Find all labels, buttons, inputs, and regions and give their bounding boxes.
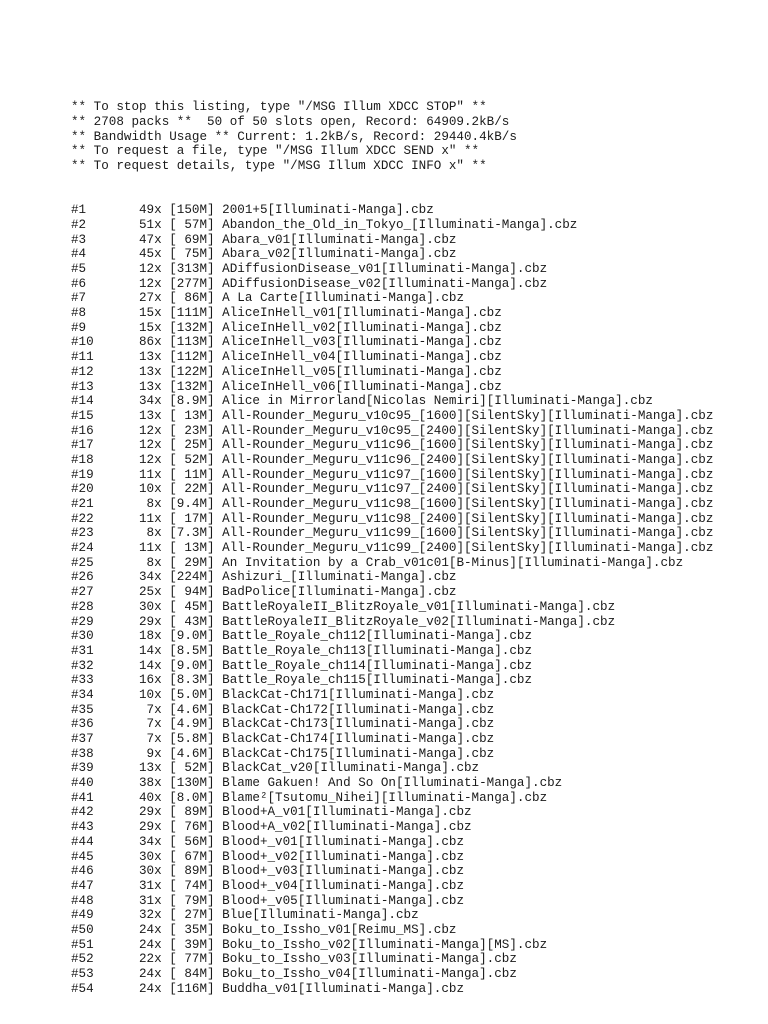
pack-row: [71, 732, 713, 747]
pack-size: [4.6M]: [169, 746, 215, 761]
pack-number: #9: [71, 320, 87, 335]
pack-number: #40: [71, 776, 94, 791]
header-line: ** 2708 packs ** 50 of 50 slots open, Record: 64909.2kB/s: [71, 115, 510, 130]
pack-row: [71, 556, 713, 571]
pack-size: [9.0M]: [169, 629, 215, 644]
pack-row: [71, 952, 713, 967]
pack-number: #42: [71, 805, 94, 820]
pack-row: [71, 541, 713, 556]
pack-row: [71, 747, 713, 762]
pack-download-count: 8x: [146, 526, 162, 541]
pack-size: [ 86M]: [169, 291, 215, 306]
pack-size: [ 75M]: [169, 247, 215, 262]
pack-number: #7: [71, 291, 87, 306]
pack-number: #1: [71, 203, 87, 218]
pack-download-count: 12x: [138, 423, 162, 438]
pack-size: [9.0M]: [169, 658, 215, 673]
pack-size: [ 74M]: [169, 878, 215, 893]
pack-row: [71, 629, 713, 644]
pack-row: [71, 923, 713, 938]
pack-filename: BattleRoyaleII_BlitzRoyale_v02[Illuminati-Manga].cbz: [222, 614, 616, 629]
pack-download-count: 7x: [146, 717, 162, 732]
pack-download-count: 10x: [138, 482, 162, 497]
pack-row: [71, 570, 713, 585]
pack-download-count: 7x: [146, 732, 162, 746]
pack-size: [130M]: [169, 776, 215, 791]
pack-size: [150M]: [169, 203, 215, 218]
pack-filename: All-Rounder_Meguru_v11c96_[1600][SilentSky][Illuminati-Manga].cbz: [222, 438, 714, 453]
pack-filename: ADiffusionDisease_v01[Illuminati-Manga].cbz: [222, 262, 548, 276]
pack-download-count: 47x: [138, 232, 162, 247]
pack-download-count: 29x: [138, 805, 162, 820]
pack-size: [ 43M]: [169, 614, 215, 629]
header-line: ** To stop this listing, type "/MSG Illum XDCC STOP" **: [71, 100, 487, 115]
pack-download-count: 31x: [138, 878, 162, 893]
pack-number: #26: [71, 570, 94, 585]
pack-download-count: 22x: [138, 952, 162, 967]
pack-row: [71, 497, 713, 512]
pack-download-count: 25x: [138, 585, 162, 600]
pack-size: [ 89M]: [169, 864, 215, 879]
pack-size: [ 11M]: [169, 467, 215, 482]
pack-download-count: 18x: [138, 629, 162, 644]
pack-row: [71, 585, 713, 600]
pack-filename: BlackCat-Ch171[Illuminati-Manga].cbz: [222, 687, 495, 702]
pack-filename: An Invitation by a Crab_v01c01[B-Minus][Illuminati-Manga].cbz: [222, 555, 684, 570]
pack-number: #46: [71, 864, 94, 879]
pack-filename: All-Rounder_Meguru_v10c95_[1600][SilentSky][Illuminati-Manga].cbz: [222, 408, 714, 423]
pack-filename: 2001+5[Illuminati-Manga].cbz: [222, 203, 434, 218]
pack-number: #54: [71, 981, 94, 996]
pack-size: [ 17M]: [169, 511, 215, 526]
pack-filename: Blood+A_v01[Illuminati-Manga].cbz: [222, 805, 472, 820]
pack-row: [71, 335, 713, 350]
pack-download-count: 11x: [138, 467, 162, 482]
pack-number: #39: [71, 761, 94, 776]
pack-download-count: 32x: [138, 908, 162, 923]
pack-filename: Abara_v01[Illuminati-Manga].cbz: [222, 232, 457, 247]
pack-size: [9.4M]: [169, 497, 215, 511]
pack-filename: All-Rounder_Meguru_v10c95_[2400][SilentSky][Illuminati-Manga].cbz: [222, 423, 714, 438]
pack-size: [ 94M]: [169, 585, 215, 600]
pack-filename: BlackCat_v20[Illuminati-Manga].cbz: [222, 761, 480, 776]
pack-filename: Alice in Mirrorland[Nicolas Nemiri][Illuminati-Manga].cbz: [222, 394, 653, 409]
pack-download-count: 11x: [138, 541, 162, 556]
pack-size: [ 39M]: [169, 937, 215, 952]
pack-filename: Blood+_v03[Illuminati-Manga].cbz: [222, 864, 464, 879]
pack-size: [5.0M]: [169, 687, 215, 702]
pack-row: [71, 482, 713, 497]
pack-number: #5: [71, 262, 87, 276]
pack-number: #3: [71, 232, 87, 247]
pack-filename: Abandon_the_Old_in_Tokyo_[Illuminati-Manga].cbz: [222, 217, 578, 232]
pack-row: [71, 233, 713, 248]
pack-filename: Blood+_v02[Illuminati-Manga].cbz: [222, 849, 464, 864]
pack-download-count: 30x: [138, 864, 162, 879]
pack-download-count: 13x: [138, 761, 162, 776]
pack-number: #4: [71, 247, 87, 262]
pack-row: [71, 776, 713, 791]
pack-size: [ 89M]: [169, 805, 215, 820]
pack-download-count: 31x: [138, 893, 162, 908]
pack-size: [4.6M]: [169, 702, 215, 717]
pack-download-count: 34x: [138, 394, 162, 409]
pack-filename: Boku_to_Issho_v01[Reimu_MS].cbz: [222, 922, 457, 937]
pack-download-count: 16x: [138, 673, 162, 688]
pack-row: [71, 380, 713, 395]
pack-number: #25: [71, 555, 94, 570]
pack-download-count: 30x: [138, 849, 162, 864]
pack-download-count: 12x: [138, 276, 162, 291]
pack-row: [71, 203, 713, 218]
pack-download-count: 34x: [138, 834, 162, 849]
pack-number: #35: [71, 702, 94, 717]
pack-download-count: 49x: [138, 203, 162, 218]
pack-row: [71, 879, 713, 894]
pack-filename: BattleRoyaleII_BlitzRoyale_v01[Illuminati-Manga].cbz: [222, 599, 616, 614]
pack-download-count: 12x: [138, 262, 162, 276]
pack-number: #17: [71, 438, 94, 453]
pack-filename: BlackCat-Ch172[Illuminati-Manga].cbz: [222, 702, 495, 717]
pack-size: [313M]: [169, 262, 215, 276]
pack-filename: AliceInHell_v01[Illuminati-Manga].cbz: [222, 306, 502, 321]
pack-filename: AliceInHell_v04[Illuminati-Manga].cbz: [222, 350, 502, 365]
pack-size: [277M]: [169, 276, 215, 291]
pack-number: #15: [71, 408, 94, 423]
pack-number: #20: [71, 482, 94, 497]
pack-filename: AliceInHell_v02[Illuminati-Manga].cbz: [222, 320, 502, 335]
pack-filename: BlackCat-Ch174[Illuminati-Manga].cbz: [222, 732, 495, 746]
pack-number: #22: [71, 511, 94, 526]
pack-size: [ 35M]: [169, 922, 215, 937]
pack-filename: Blood+_v05[Illuminati-Manga].cbz: [222, 893, 464, 908]
pack-size: [132M]: [169, 379, 215, 394]
pack-number: #32: [71, 658, 94, 673]
pack-row: [71, 277, 713, 292]
header-line: ** Bandwidth Usage ** Current: 1.2kB/s, Record: 29440.4kB/s: [71, 129, 517, 144]
pack-row: [71, 908, 713, 923]
pack-filename: BlackCat-Ch173[Illuminati-Manga].cbz: [222, 717, 495, 732]
pack-download-count: 27x: [138, 291, 162, 306]
pack-filename: AliceInHell_v05[Illuminati-Manga].cbz: [222, 364, 502, 379]
pack-filename: ADiffusionDisease_v02[Illuminati-Manga].cbz: [222, 276, 548, 291]
pack-size: [ 84M]: [169, 967, 215, 981]
pack-size: [132M]: [169, 320, 215, 335]
pack-download-count: 14x: [138, 643, 162, 658]
pack-number: #37: [71, 732, 94, 746]
pack-download-count: 12x: [138, 438, 162, 453]
pack-row: [71, 218, 713, 233]
pack-row: [71, 850, 713, 865]
pack-row: [71, 468, 713, 483]
pack-download-count: 40x: [138, 790, 162, 805]
pack-download-count: 30x: [138, 599, 162, 614]
pack-row: [71, 644, 713, 659]
pack-download-count: 29x: [138, 820, 162, 835]
pack-download-count: 7x: [146, 702, 162, 717]
pack-size: [ 13M]: [169, 541, 215, 556]
pack-number: #30: [71, 629, 94, 644]
pack-number: #52: [71, 952, 94, 967]
pack-number: #29: [71, 614, 94, 629]
pack-row: [71, 291, 713, 306]
pack-number: #28: [71, 599, 94, 614]
pack-row: [71, 512, 713, 527]
pack-number: #53: [71, 967, 94, 981]
pack-size: [111M]: [169, 306, 215, 321]
pack-number: #13: [71, 379, 94, 394]
pack-number: #11: [71, 350, 94, 365]
pack-list: [71, 203, 713, 996]
pack-row: [71, 717, 713, 732]
pack-row: [71, 350, 713, 365]
pack-download-count: 24x: [138, 967, 162, 981]
pack-number: #48: [71, 893, 94, 908]
pack-row: [71, 820, 713, 835]
pack-size: [ 77M]: [169, 952, 215, 967]
pack-size: [ 23M]: [169, 423, 215, 438]
pack-number: #31: [71, 643, 94, 658]
pack-row: [71, 938, 713, 953]
pack-size: [ 25M]: [169, 438, 215, 453]
pack-size: [ 57M]: [169, 217, 215, 232]
pack-filename: Boku_to_Issho_v02[Illuminati-Manga][MS].cbz: [222, 937, 548, 952]
pack-download-count: 13x: [138, 379, 162, 394]
pack-size: [ 67M]: [169, 849, 215, 864]
pack-filename: Blood+A_v02[Illuminati-Manga].cbz: [222, 820, 472, 835]
pack-filename: Blue[Illuminati-Manga].cbz: [222, 908, 419, 923]
pack-size: [ 76M]: [169, 820, 215, 835]
pack-row: [71, 659, 713, 674]
pack-row: [71, 321, 713, 336]
pack-row: [71, 673, 713, 688]
pack-number: #45: [71, 849, 94, 864]
pack-row: [71, 864, 713, 879]
pack-size: [ 56M]: [169, 834, 215, 849]
pack-number: #2: [71, 217, 87, 232]
pack-row: [71, 306, 713, 321]
pack-filename: All-Rounder_Meguru_v11c96_[2400][SilentSky][Illuminati-Manga].cbz: [222, 452, 714, 467]
pack-row: [71, 982, 713, 997]
pack-download-count: 12x: [138, 452, 162, 467]
pack-filename: AliceInHell_v03[Illuminati-Manga].cbz: [222, 335, 502, 350]
pack-row: [71, 894, 713, 909]
pack-number: #21: [71, 497, 94, 511]
pack-filename: Blame Gakuen! And So On[Illuminati-Manga].cbz: [222, 776, 563, 791]
pack-filename: Ashizuri_[Illuminati-Manga].cbz: [222, 570, 457, 585]
pack-row: [71, 453, 713, 468]
pack-size: [ 52M]: [169, 452, 215, 467]
pack-download-count: 29x: [138, 614, 162, 629]
pack-size: [8.3M]: [169, 673, 215, 688]
pack-size: [ 13M]: [169, 408, 215, 423]
pack-download-count: 9x: [146, 746, 162, 761]
pack-filename: BlackCat-Ch175[Illuminati-Manga].cbz: [222, 746, 495, 761]
pack-filename: Blood+_v01[Illuminati-Manga].cbz: [222, 834, 464, 849]
pack-size: [112M]: [169, 350, 215, 365]
pack-size: [8.5M]: [169, 643, 215, 658]
pack-row: [71, 262, 713, 277]
pack-number: #47: [71, 878, 94, 893]
pack-row: [71, 409, 713, 424]
pack-size: [8.0M]: [169, 790, 215, 805]
listing-header: [71, 100, 713, 173]
pack-filename: Boku_to_Issho_v04[Illuminati-Manga].cbz: [222, 967, 517, 981]
pack-size: [8.9M]: [169, 394, 215, 409]
pack-row: [71, 365, 713, 380]
pack-row: [71, 526, 713, 541]
pack-size: [122M]: [169, 364, 215, 379]
pack-filename: All-Rounder_Meguru_v11c98_[1600][SilentSky][Illuminati-Manga].cbz: [222, 497, 714, 511]
pack-download-count: 8x: [146, 555, 162, 570]
pack-number: #50: [71, 922, 94, 937]
pack-row: [71, 791, 713, 806]
pack-number: #33: [71, 673, 94, 688]
pack-filename: Battle_Royale_ch115[Illuminati-Manga].cbz: [222, 673, 533, 688]
pack-number: #24: [71, 541, 94, 556]
pack-filename: Blood+_v04[Illuminati-Manga].cbz: [222, 878, 464, 893]
pack-filename: AliceInHell_v06[Illuminati-Manga].cbz: [222, 379, 502, 394]
pack-filename: All-Rounder_Meguru_v11c99_[1600][SilentSky][Illuminati-Manga].cbz: [222, 526, 714, 541]
pack-filename: Blame²[Tsutomu_Nihei][Illuminati-Manga].cbz: [222, 790, 548, 805]
pack-filename: All-Rounder_Meguru_v11c97_[1600][SilentSky][Illuminati-Manga].cbz: [222, 467, 714, 482]
pack-row: [71, 703, 713, 718]
pack-download-count: 10x: [138, 687, 162, 702]
pack-number: #36: [71, 717, 94, 732]
pack-row: [71, 438, 713, 453]
header-line: ** To request a file, type "/MSG Illum XDCC SEND x" **: [71, 144, 480, 159]
pack-size: [113M]: [169, 335, 215, 350]
pack-number: #38: [71, 746, 94, 761]
pack-row: [71, 805, 713, 820]
pack-download-count: 13x: [138, 408, 162, 423]
pack-filename: BadPolice[Illuminati-Manga].cbz: [222, 585, 457, 600]
pack-filename: All-Rounder_Meguru_v11c97_[2400][SilentSky][Illuminati-Manga].cbz: [222, 482, 714, 497]
pack-download-count: 86x: [138, 335, 162, 350]
pack-size: [4.9M]: [169, 717, 215, 732]
pack-size: [ 45M]: [169, 599, 215, 614]
pack-number: #14: [71, 394, 94, 409]
pack-filename: Battle_Royale_ch112[Illuminati-Manga].cbz: [222, 629, 533, 644]
pack-row: [71, 394, 713, 409]
pack-row: [71, 247, 713, 262]
pack-size: [ 52M]: [169, 761, 215, 776]
xdcc-pack-listing: [71, 71, 713, 1011]
pack-row: [71, 835, 713, 850]
pack-download-count: 34x: [138, 570, 162, 585]
pack-size: [ 29M]: [169, 555, 215, 570]
pack-number: #27: [71, 585, 94, 600]
pack-filename: Battle_Royale_ch113[Illuminati-Manga].cbz: [222, 643, 533, 658]
pack-size: [116M]: [169, 981, 215, 996]
pack-download-count: 24x: [138, 922, 162, 937]
pack-number: #23: [71, 526, 94, 541]
pack-download-count: 11x: [138, 511, 162, 526]
pack-filename: All-Rounder_Meguru_v11c98_[2400][SilentSky][Illuminati-Manga].cbz: [222, 511, 714, 526]
pack-download-count: 38x: [138, 776, 162, 791]
pack-number: #8: [71, 306, 87, 321]
pack-download-count: 13x: [138, 350, 162, 365]
pack-download-count: 24x: [138, 981, 162, 996]
pack-download-count: 24x: [138, 937, 162, 952]
pack-row: [71, 688, 713, 703]
pack-row: [71, 615, 713, 630]
pack-size: [7.3M]: [169, 526, 215, 541]
pack-number: #44: [71, 834, 94, 849]
pack-filename: A La Carte[Illuminati-Manga].cbz: [222, 291, 464, 306]
pack-row: [71, 967, 713, 982]
pack-size: [5.8M]: [169, 732, 215, 746]
pack-filename: Battle_Royale_ch114[Illuminati-Manga].cbz: [222, 658, 533, 673]
pack-filename: Boku_to_Issho_v03[Illuminati-Manga].cbz: [222, 952, 517, 967]
pack-number: #16: [71, 423, 94, 438]
pack-number: #12: [71, 364, 94, 379]
pack-row: [71, 424, 713, 439]
pack-number: #10: [71, 335, 94, 350]
pack-number: #49: [71, 908, 94, 923]
pack-number: #34: [71, 687, 94, 702]
pack-number: #41: [71, 790, 94, 805]
pack-size: [ 22M]: [169, 482, 215, 497]
pack-download-count: 13x: [138, 364, 162, 379]
pack-filename: All-Rounder_Meguru_v11c99_[2400][SilentSky][Illuminati-Manga].cbz: [222, 541, 714, 556]
pack-filename: Buddha_v01[Illuminati-Manga].cbz: [222, 981, 464, 996]
pack-size: [ 79M]: [169, 893, 215, 908]
pack-download-count: 14x: [138, 658, 162, 673]
pack-number: #19: [71, 467, 94, 482]
pack-download-count: 15x: [138, 320, 162, 335]
pack-download-count: 45x: [138, 247, 162, 262]
pack-number: #51: [71, 937, 94, 952]
pack-number: #6: [71, 276, 87, 291]
pack-number: #18: [71, 452, 94, 467]
pack-size: [224M]: [169, 570, 215, 585]
pack-download-count: 15x: [138, 306, 162, 321]
pack-number: #43: [71, 820, 94, 835]
pack-download-count: 8x: [146, 497, 162, 511]
pack-filename: Abara_v02[Illuminati-Manga].cbz: [222, 247, 457, 262]
header-line: ** To request details, type "/MSG Illum XDCC INFO x" **: [71, 159, 487, 174]
pack-size: [ 27M]: [169, 908, 215, 923]
pack-size: [ 69M]: [169, 232, 215, 247]
pack-download-count: 51x: [138, 217, 162, 232]
pack-row: [71, 600, 713, 615]
pack-row: [71, 761, 713, 776]
